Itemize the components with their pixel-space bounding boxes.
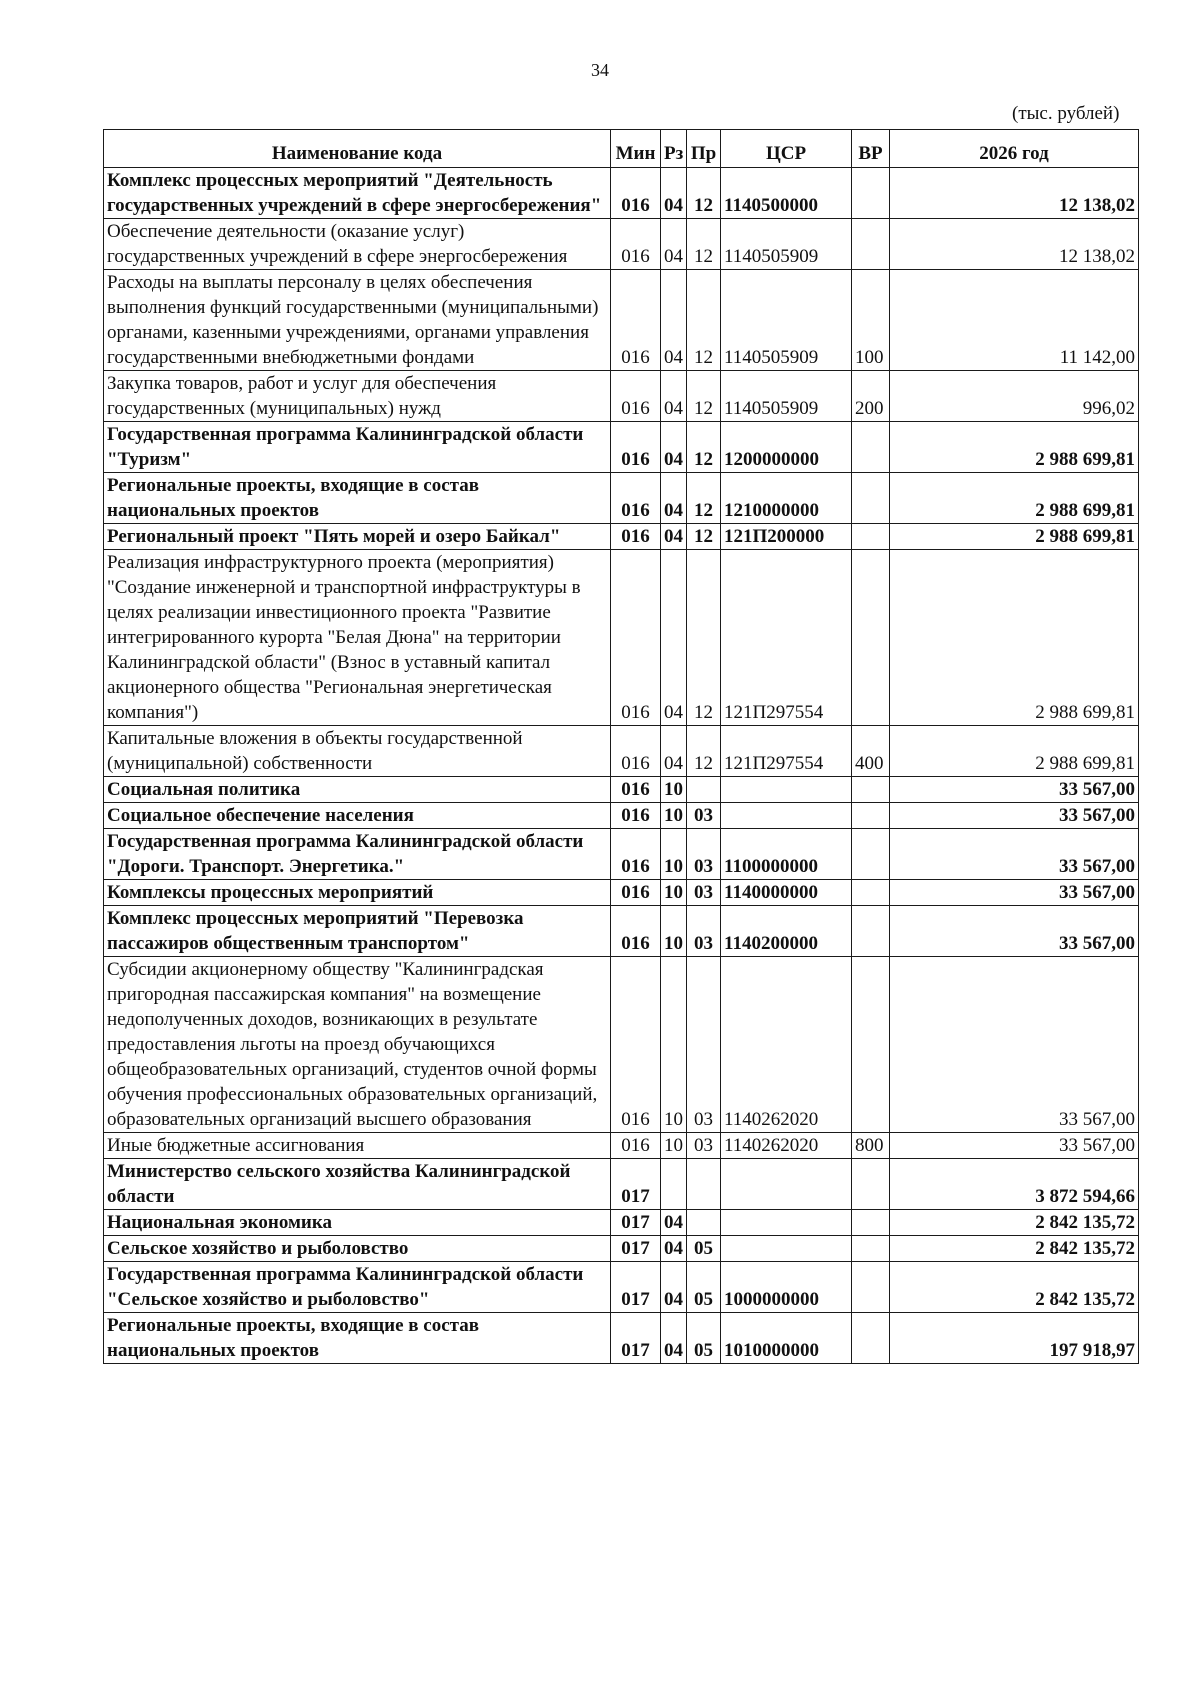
cell-csr: 121П297554 (721, 726, 852, 777)
cell-csr: 1140262020 (721, 1133, 852, 1159)
cell-name: Государственная программа Калининградской области "Туризм" (104, 422, 611, 473)
cell-amount: 2 842 135,72 (890, 1262, 1139, 1313)
table-row (104, 726, 1139, 777)
cell-name: Обеспечение деятельности (оказание услуг) государственных учреждений в сфере энергосбережения (104, 219, 611, 270)
cell-name: Иные бюджетные ассигнования (104, 1133, 611, 1159)
cell-name: Сельское хозяйство и рыболовство (104, 1236, 611, 1262)
cell-csr: 1140505909 (721, 371, 852, 422)
cell-name: Национальная экономика (104, 1210, 611, 1236)
cell-min: 017 (611, 1159, 661, 1210)
cell-pr: 12 (687, 473, 721, 524)
table-row (104, 473, 1139, 524)
cell-min: 016 (611, 1133, 661, 1159)
cell-csr (721, 1159, 852, 1210)
table-row (104, 1313, 1139, 1364)
cell-amount: 33 567,00 (890, 880, 1139, 906)
cell-csr: 1140200000 (721, 906, 852, 957)
cell-min: 016 (611, 880, 661, 906)
cell-csr: 1210000000 (721, 473, 852, 524)
cell-name: Комплексы процессных мероприятий (104, 880, 611, 906)
cell-amount: 2 988 699,81 (890, 422, 1139, 473)
cell-min: 016 (611, 524, 661, 550)
table-row (104, 829, 1139, 880)
cell-min: 016 (611, 803, 661, 829)
cell-csr: 1100000000 (721, 829, 852, 880)
cell-name: Региональный проект "Пять морей и озеро Байкал" (104, 524, 611, 550)
header-rz: Рз (661, 130, 687, 168)
cell-amount: 2 842 135,72 (890, 1210, 1139, 1236)
cell-pr: 12 (687, 168, 721, 219)
cell-vr (852, 957, 890, 1133)
cell-rz: 10 (661, 777, 687, 803)
cell-amount: 11 142,00 (890, 270, 1139, 371)
cell-vr (852, 906, 890, 957)
table-row (104, 1133, 1139, 1159)
cell-rz (661, 1159, 687, 1210)
header-pr: Пр (687, 130, 721, 168)
cell-name: Министерство сельского хозяйства Калининградской области (104, 1159, 611, 1210)
cell-pr: 12 (687, 270, 721, 371)
cell-vr (852, 777, 890, 803)
cell-csr (721, 777, 852, 803)
cell-pr: 12 (687, 550, 721, 726)
cell-amount: 33 567,00 (890, 803, 1139, 829)
cell-vr (852, 1210, 890, 1236)
cell-min: 016 (611, 829, 661, 880)
table-row (104, 1159, 1139, 1210)
header-csr: ЦСР (721, 130, 852, 168)
cell-pr: 03 (687, 957, 721, 1133)
table-row (104, 219, 1139, 270)
cell-rz: 10 (661, 957, 687, 1133)
cell-vr: 100 (852, 270, 890, 371)
cell-vr (852, 1159, 890, 1210)
table-row (104, 1236, 1139, 1262)
table-row (104, 803, 1139, 829)
cell-name: Региональные проекты, входящие в состав национальных проектов (104, 473, 611, 524)
cell-min: 017 (611, 1262, 661, 1313)
table-row (104, 168, 1139, 219)
cell-rz: 10 (661, 906, 687, 957)
header-name: Наименование кода (104, 130, 611, 168)
cell-vr (852, 803, 890, 829)
cell-rz: 04 (661, 473, 687, 524)
cell-pr: 03 (687, 1133, 721, 1159)
cell-min: 016 (611, 726, 661, 777)
cell-csr: 1200000000 (721, 422, 852, 473)
cell-rz: 10 (661, 803, 687, 829)
cell-pr (687, 777, 721, 803)
table-row (104, 524, 1139, 550)
cell-pr: 12 (687, 219, 721, 270)
cell-name: Реализация инфраструктурного проекта (мероприятия) "Создание инженерной и транспортной инфраструктуры в целях реализации инвестиционного проекта "Развитие интегрированного курорта "Белая Дюна" на территории Калининградской области" (Взнос в уставный капитал акционерного общества "Региональная энергетическая компания") (104, 550, 611, 726)
budget-table (103, 129, 1139, 1364)
cell-min: 017 (611, 1236, 661, 1262)
cell-min: 016 (611, 270, 661, 371)
cell-csr: 1140505909 (721, 270, 852, 371)
cell-pr: 12 (687, 371, 721, 422)
cell-rz: 04 (661, 219, 687, 270)
cell-vr (852, 473, 890, 524)
cell-amount: 2 988 699,81 (890, 550, 1139, 726)
cell-vr: 800 (852, 1133, 890, 1159)
cell-rz: 04 (661, 524, 687, 550)
cell-rz: 10 (661, 829, 687, 880)
cell-vr: 400 (852, 726, 890, 777)
cell-amount: 2 988 699,81 (890, 726, 1139, 777)
cell-min: 017 (611, 1313, 661, 1364)
cell-rz: 04 (661, 422, 687, 473)
cell-rz: 04 (661, 1313, 687, 1364)
cell-csr: 1000000000 (721, 1262, 852, 1313)
cell-csr: 1140505909 (721, 219, 852, 270)
cell-amount: 2 988 699,81 (890, 473, 1139, 524)
cell-amount: 33 567,00 (890, 906, 1139, 957)
cell-name: Капитальные вложения в объекты государственной (муниципальной) собственности (104, 726, 611, 777)
cell-min: 016 (611, 550, 661, 726)
cell-amount: 2 842 135,72 (890, 1236, 1139, 1262)
cell-min: 016 (611, 219, 661, 270)
cell-pr: 03 (687, 880, 721, 906)
cell-amount: 2 988 699,81 (890, 524, 1139, 550)
cell-pr: 05 (687, 1313, 721, 1364)
cell-csr (721, 1236, 852, 1262)
cell-pr: 03 (687, 906, 721, 957)
page-number: 34 (591, 60, 609, 80)
cell-pr (687, 1159, 721, 1210)
cell-amount: 12 138,02 (890, 168, 1139, 219)
cell-name: Государственная программа Калининградской области "Дороги. Транспорт. Энергетика." (104, 829, 611, 880)
cell-vr (852, 524, 890, 550)
cell-csr: 121П200000 (721, 524, 852, 550)
cell-name: Расходы на выплаты персоналу в целях обеспечения выполнения функций государственными (муниципальными) органами, казенными учреждениями, органами управления государственными внебюджетными фондами (104, 270, 611, 371)
cell-vr (852, 1262, 890, 1313)
table-row (104, 270, 1139, 371)
cell-vr (852, 550, 890, 726)
cell-pr: 05 (687, 1236, 721, 1262)
cell-rz: 04 (661, 270, 687, 371)
cell-vr (852, 1236, 890, 1262)
cell-csr: 121П297554 (721, 550, 852, 726)
cell-name: Социальное обеспечение населения (104, 803, 611, 829)
table-row (104, 906, 1139, 957)
cell-pr: 12 (687, 524, 721, 550)
table-row (104, 957, 1139, 1133)
cell-amount: 33 567,00 (890, 829, 1139, 880)
cell-rz: 04 (661, 371, 687, 422)
cell-csr: 1140000000 (721, 880, 852, 906)
cell-min: 016 (611, 371, 661, 422)
table-row (104, 880, 1139, 906)
cell-name: Субсидии акционерному обществу "Калининградская пригородная пассажирская компания" на возмещение недополученных доходов, возникающих в результате предоставления льготы на проезд обучающихся общеобразовательных организаций, студентов очной формы обучения профессиональных образовательных организаций, образовательных организаций высшего образования (104, 957, 611, 1133)
cell-amount: 996,02 (890, 371, 1139, 422)
cell-vr (852, 829, 890, 880)
cell-rz: 04 (661, 1210, 687, 1236)
cell-rz: 10 (661, 880, 687, 906)
cell-min: 016 (611, 422, 661, 473)
cell-min: 016 (611, 168, 661, 219)
cell-min: 016 (611, 906, 661, 957)
header-min: Мин (611, 130, 661, 168)
cell-name: Региональные проекты, входящие в состав национальных проектов (104, 1313, 611, 1364)
cell-pr: 03 (687, 803, 721, 829)
cell-min: 017 (611, 1210, 661, 1236)
cell-pr (687, 1210, 721, 1236)
cell-vr (852, 1313, 890, 1364)
cell-csr: 1010000000 (721, 1313, 852, 1364)
cell-csr: 1140500000 (721, 168, 852, 219)
table-header-row (104, 130, 1139, 168)
cell-rz: 04 (661, 1262, 687, 1313)
cell-pr: 12 (687, 422, 721, 473)
header-vr: ВР (852, 130, 890, 168)
cell-amount: 3 872 594,66 (890, 1159, 1139, 1210)
table-row (104, 550, 1139, 726)
table-row (104, 371, 1139, 422)
cell-csr: 1140262020 (721, 957, 852, 1133)
cell-min: 016 (611, 473, 661, 524)
cell-csr (721, 803, 852, 829)
cell-rz: 04 (661, 726, 687, 777)
table-row (104, 777, 1139, 803)
cell-name: Комплекс процессных мероприятий "Деятельность государственных учреждений в сфере энергосбережения" (104, 168, 611, 219)
cell-pr: 12 (687, 726, 721, 777)
cell-csr (721, 1210, 852, 1236)
cell-name: Государственная программа Калининградской области "Сельское хозяйство и рыболовство" (104, 1262, 611, 1313)
cell-vr (852, 880, 890, 906)
table-row (104, 422, 1139, 473)
table-row (104, 1210, 1139, 1236)
cell-min: 016 (611, 777, 661, 803)
cell-vr (852, 168, 890, 219)
cell-rz: 04 (661, 1236, 687, 1262)
cell-vr: 200 (852, 371, 890, 422)
cell-rz: 04 (661, 550, 687, 726)
cell-rz: 04 (661, 168, 687, 219)
cell-pr: 05 (687, 1262, 721, 1313)
cell-pr: 03 (687, 829, 721, 880)
table-row (104, 1262, 1139, 1313)
cell-amount: 12 138,02 (890, 219, 1139, 270)
header-amount: 2026 год (890, 130, 1139, 168)
cell-name: Закупка товаров, работ и услуг для обеспечения государственных (муниципальных) нужд (104, 371, 611, 422)
cell-name: Комплекс процессных мероприятий "Перевозка пассажиров общественным транспортом" (104, 906, 611, 957)
cell-amount: 197 918,97 (890, 1313, 1139, 1364)
units-label: (тыс. рублей) (1012, 103, 1120, 124)
cell-amount: 33 567,00 (890, 957, 1139, 1133)
cell-amount: 33 567,00 (890, 1133, 1139, 1159)
cell-amount: 33 567,00 (890, 777, 1139, 803)
cell-vr (852, 219, 890, 270)
cell-min: 016 (611, 957, 661, 1133)
cell-vr (852, 422, 890, 473)
cell-name: Социальная политика (104, 777, 611, 803)
cell-rz: 10 (661, 1133, 687, 1159)
